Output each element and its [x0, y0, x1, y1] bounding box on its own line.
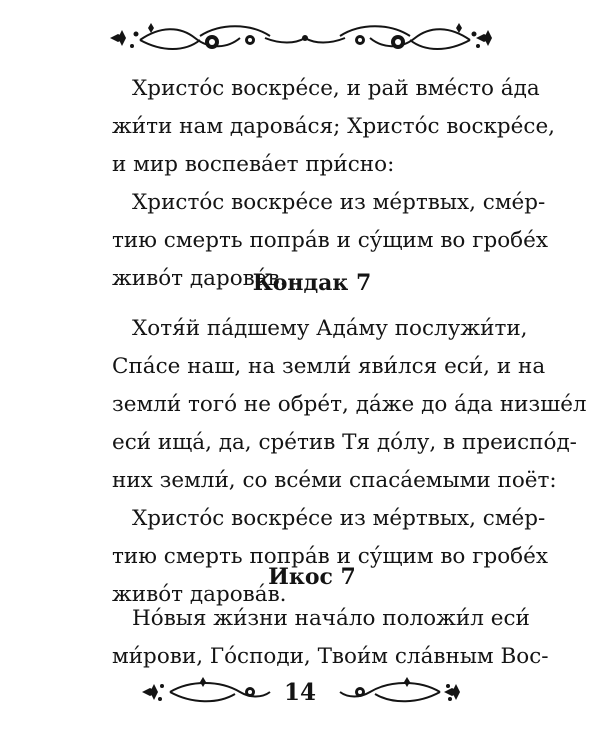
text-line: тию смерть попра́в и су́щим во гробе́х: [112, 544, 548, 569]
text-line: Христо́с воскре́се из ме́ртвых, сме́р-: [132, 190, 546, 215]
text-line: ми́рови, Го́споди, Твои́м сла́вным Вос-: [112, 644, 549, 669]
troparion-text: [112, 70, 556, 298]
text-line: и мир воспева́ет при́сно:: [112, 152, 395, 177]
text-line: Спа́се наш, на земли́ яви́лся еси́, и на: [112, 354, 546, 379]
text-line: живо́т дарова́в.: [112, 266, 287, 291]
text-line: еси́ ища́, да, сре́тив Тя до́лу, в преиспо́д-: [112, 430, 577, 455]
ikos-text: [112, 600, 549, 676]
text-line: Хотя́й па́дшему Ада́му послужи́ти,: [132, 316, 528, 341]
page-number: 14: [283, 679, 316, 706]
text-line: Но́выя жи́зни нача́ло положи́л еси́: [132, 606, 530, 631]
text-line: Христо́с воскре́се из ме́ртвых, сме́р-: [132, 506, 546, 531]
ikos-heading: Икос 7: [268, 564, 356, 590]
text-line: жи́ти нам дарова́ся; Христо́с воскре́се,: [112, 114, 556, 139]
text-line: тию смерть попра́в и су́щим во гробе́х: [112, 228, 548, 253]
kondak-heading: Кондак 7: [252, 270, 372, 296]
text-line: живо́т дарова́в.: [112, 582, 287, 607]
text-line: земли́ того́ не обре́т, да́же до а́да низше́л: [112, 392, 587, 417]
text-line: них земли́, со все́ми спаса́емыми поёт:: [112, 468, 557, 493]
floral-ornament-header-icon: [100, 18, 510, 58]
text-line: Христо́с воскре́се, и рай вме́сто а́да: [132, 76, 540, 101]
